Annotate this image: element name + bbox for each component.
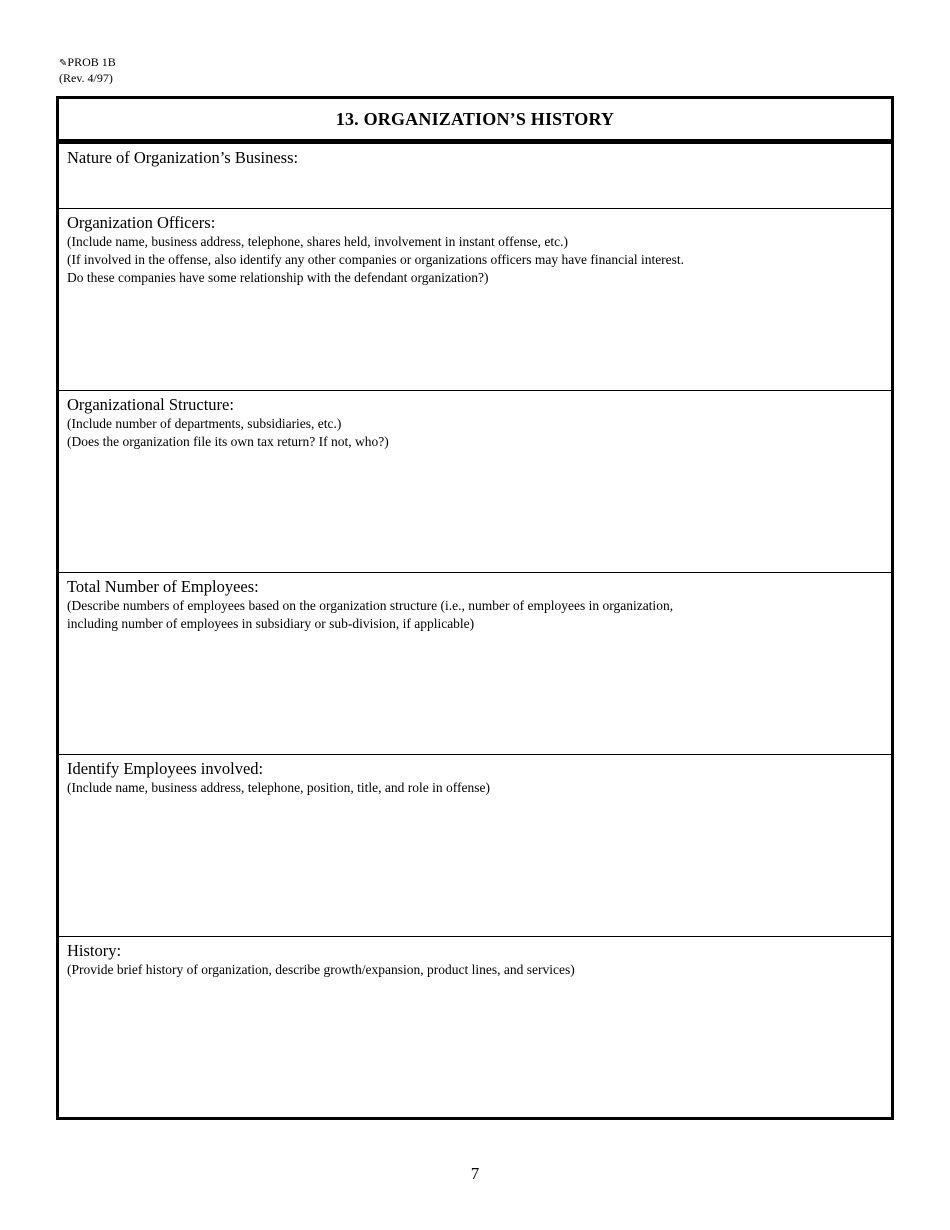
section-note: (Include name, business address, telephone, position, title, and role in offense) bbox=[67, 780, 491, 795]
form-frame bbox=[56, 96, 894, 1120]
section-heading: Organization Officers: bbox=[67, 213, 216, 232]
section-organization-officers[interactable] bbox=[59, 209, 891, 391]
pencil-icon: ✎ bbox=[59, 58, 68, 69]
section-heading: Nature of Organization’s Business: bbox=[67, 148, 299, 167]
section-note: (Does the organization file its own tax return? If not, who?) bbox=[67, 434, 389, 449]
section-note: (Include number of departments, subsidiaries, etc.) bbox=[67, 416, 342, 431]
form-identifier bbox=[59, 55, 116, 86]
form-title: 13. ORGANIZATION’S HISTORY bbox=[59, 99, 891, 144]
section-heading: Organizational Structure: bbox=[67, 395, 234, 414]
section-note: including number of employees in subsidiary or sub-division, if applicable) bbox=[67, 616, 475, 631]
section-note: (If involved in the offense, also identify any other companies or organizations officers may have financial interest. bbox=[67, 252, 685, 267]
section-note: (Include name, business address, telephone, shares held, involvement in instant offense, etc.) bbox=[67, 234, 568, 249]
section-note: Do these companies have some relationship with the defendant organization?) bbox=[67, 270, 489, 285]
form-code: PROB 1B bbox=[67, 55, 116, 69]
section-note: (Describe numbers of employees based on the organization structure (i.e., number of employees in organization, bbox=[67, 598, 674, 613]
section-heading: Identify Employees involved: bbox=[67, 759, 264, 778]
section-total-employees[interactable] bbox=[59, 573, 891, 755]
form-revision: (Rev. 4/97) bbox=[59, 71, 113, 85]
section-organizational-structure[interactable] bbox=[59, 391, 891, 573]
section-history[interactable] bbox=[59, 937, 891, 1117]
section-employees-involved[interactable] bbox=[59, 755, 891, 937]
section-heading: Total Number of Employees: bbox=[67, 577, 259, 596]
section-note: (Provide brief history of organization, describe growth/expansion, product lines, and services) bbox=[67, 962, 575, 977]
section-heading: History: bbox=[67, 941, 122, 960]
section-nature-of-business[interactable] bbox=[59, 144, 891, 209]
page-number: 7 bbox=[470, 1164, 480, 1183]
